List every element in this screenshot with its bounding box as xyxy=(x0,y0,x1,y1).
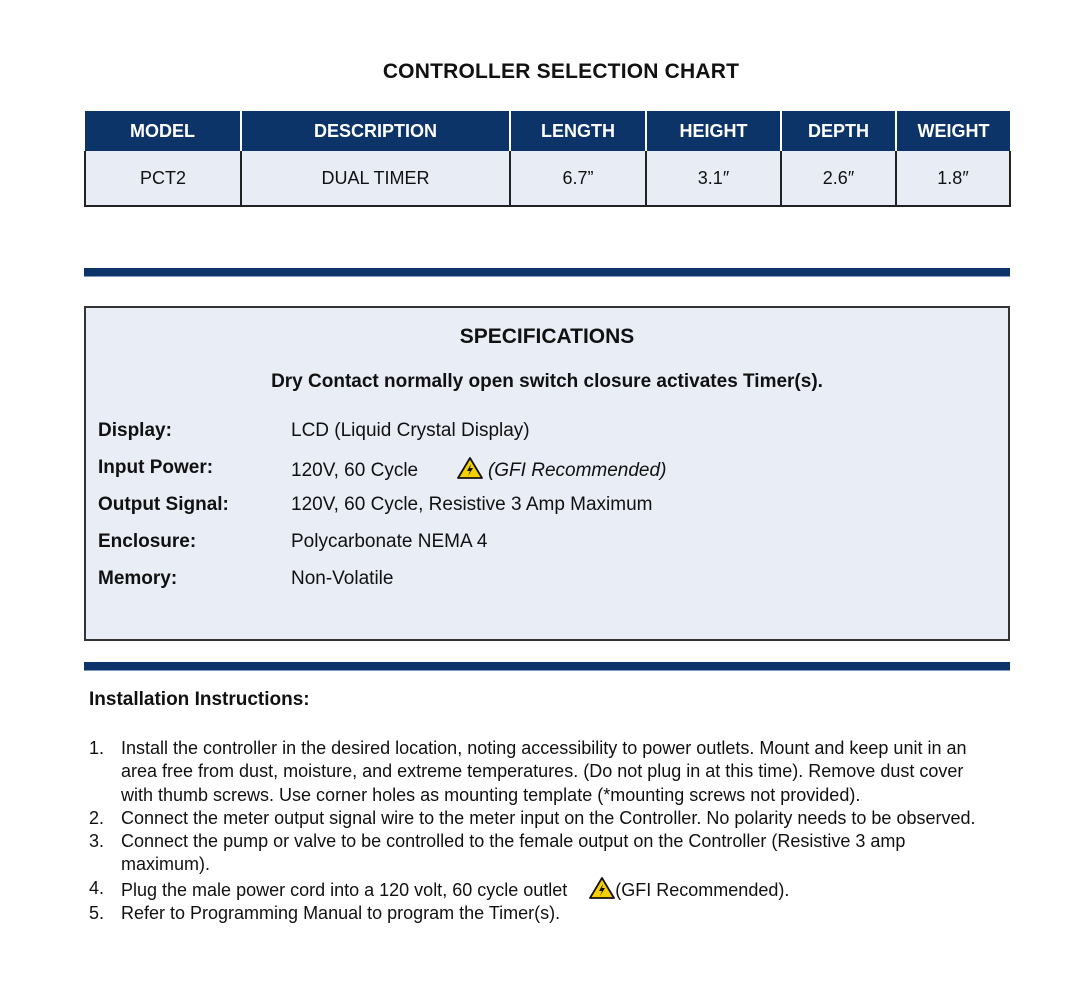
table-header-row xyxy=(85,111,1010,151)
step-number: 5. xyxy=(89,903,105,924)
cell-description: DUAL TIMER xyxy=(241,151,510,206)
list-item xyxy=(89,902,989,925)
electrical-hazard-warning-icon xyxy=(589,877,615,899)
header-weight: WEIGHT xyxy=(896,111,1010,151)
gfi-note: (GFI Recommended). xyxy=(615,879,790,900)
step-text: Connect the meter output signal wire to the meter input on the Controller. No polarity needs to be observed. xyxy=(121,807,976,828)
cell-length: 6.7” xyxy=(510,151,646,206)
step-text: Connect the pump or valve to be controlled to the female output on the Controller (Resistive 3 amp maximum). xyxy=(121,831,906,875)
cell-depth: 2.6″ xyxy=(781,151,896,206)
installation-steps xyxy=(89,737,989,925)
spec-value: 120V, 60 Cycle, Resistive 3 Amp Maximum xyxy=(291,494,653,515)
step-number: 3. xyxy=(89,831,105,852)
header-height: HEIGHT xyxy=(646,111,781,151)
installation-title: Installation Instructions: xyxy=(89,689,310,710)
step-number: 2. xyxy=(89,807,105,828)
table-row xyxy=(85,151,1010,206)
specifications-subtitle: Dry Contact normally open switch closure activates Timer(s). xyxy=(271,371,823,392)
specifications-title: SPECIFICATIONS xyxy=(459,325,635,348)
spec-label: Input Power: xyxy=(98,457,214,478)
spec-label: Output Signal: xyxy=(98,494,229,515)
electrical-hazard-warning-icon xyxy=(457,457,483,479)
step-text: Plug the male power cord into a 120 volt, 60 cycle outlet xyxy=(121,879,568,900)
header-length: LENGTH xyxy=(510,111,646,151)
chart-title: CONTROLLER SELECTION CHART xyxy=(382,60,740,83)
cell-model: PCT2 xyxy=(85,151,241,206)
list-item xyxy=(89,830,989,877)
list-item xyxy=(89,877,989,902)
spec-label: Memory: xyxy=(98,568,178,589)
spec-label: Enclosure: xyxy=(98,531,197,552)
spec-value: LCD (Liquid Crystal Display) xyxy=(291,420,530,441)
spec-value: 120V, 60 Cycle xyxy=(291,460,419,481)
gfi-note: (GFI Recommended) xyxy=(487,460,667,481)
list-item xyxy=(89,737,989,807)
step-number: 1. xyxy=(89,738,105,758)
spec-value: Non-Volatile xyxy=(291,568,394,589)
section-divider xyxy=(84,662,1010,671)
spec-value: Polycarbonate NEMA 4 xyxy=(291,531,488,552)
cell-weight: 1.8″ xyxy=(896,151,1010,206)
spec-value-group xyxy=(291,457,666,482)
step-text: Refer to Programming Manual to program the Timer(s). xyxy=(121,903,561,924)
step-text: Install the controller in the desired location, noting accessibility to power outlets. Mount and keep unit in an area free from dust, moisture, and extreme temperatures. (Do not plug in at this time). Remove dust cover with thumb screws. Use corner holes as mounting template (*mounting screws not provided). xyxy=(121,738,967,805)
header-depth: DEPTH xyxy=(781,111,896,151)
step-number: 4. xyxy=(89,877,105,898)
header-model: MODEL xyxy=(85,111,241,151)
spec-label: Display: xyxy=(98,420,172,441)
controller-selection-table xyxy=(84,111,1011,207)
specifications-panel xyxy=(84,306,1010,641)
section-divider xyxy=(84,268,1010,277)
list-item xyxy=(89,807,989,830)
header-description: DESCRIPTION xyxy=(241,111,510,151)
cell-height: 3.1″ xyxy=(646,151,781,206)
